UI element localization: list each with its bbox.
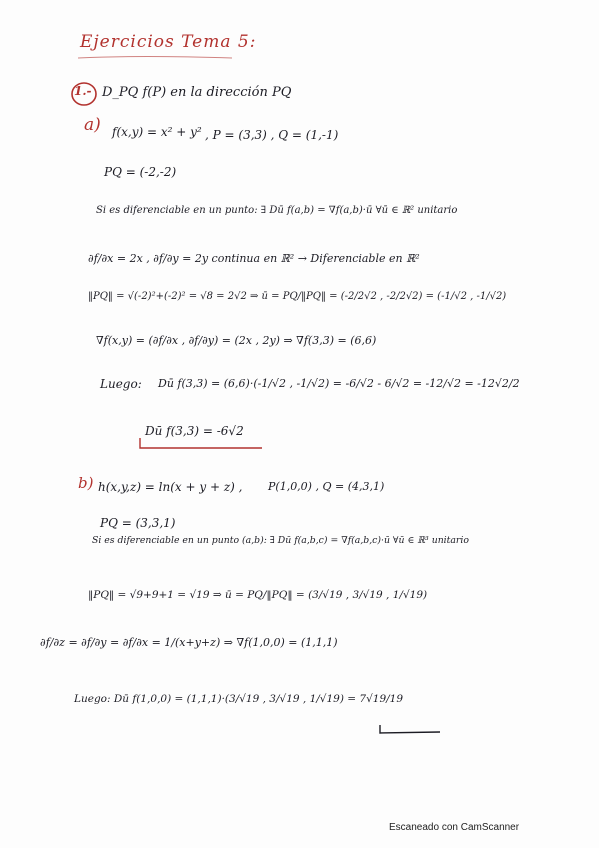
part-b-function: h(x,y,z) = ln(x + y + z) ,: [98, 480, 243, 494]
part-b-points: P(1,0,0) , Q = (4,3,1): [268, 480, 385, 493]
part-a-result-line: Dū f(3,3) = (6,6)·(-1/√2 , -1/√2) = -6/√2 - 6/√2 = -12/√2 = -12√2/2: [158, 377, 520, 390]
part-b-label: b): [78, 474, 94, 492]
part-b-partials: ∂f/∂z = ∂f/∂y = ∂f/∂x = 1/(x+y+z) ⇒ ∇f(1,0,0) = (1,1,1): [40, 636, 338, 649]
part-a-luego: Luego:: [100, 377, 142, 391]
part-a-gradient: ∇f(x,y) = (∂f/∂x , ∂f/∂y) = (2x , 2y) ⇒ ∇f(3,3) = (6,6): [96, 334, 377, 347]
part-a-function: f(x,y) = x² + y²: [112, 125, 202, 139]
part-a-vector: PQ = (-2,-2): [104, 165, 177, 179]
part-a-label: a): [84, 115, 101, 135]
part-b-vector: PQ = (3,3,1): [100, 516, 176, 530]
problem-header: D_PQ f(P) en la dirección PQ: [102, 85, 292, 100]
scanner-watermark: Escaneado con CamScanner: [389, 822, 520, 833]
part-a-condition: Si es diferenciable en un punto: ∃ Dū f(a,b) = ∇f(a,b)·ū ∀ū ∈ ℝ² unitario: [96, 205, 458, 216]
page-title: Ejercicios Tema 5:: [80, 32, 257, 52]
part-a-answer: Dū f(3,3) = -6√2: [145, 424, 244, 438]
part-b-norm: ‖PQ‖ = √9+9+1 = √19 ⇒ ū = PQ/‖PQ‖ = (3/√19 , 3/√19 , 1/√19): [88, 589, 428, 601]
part-a-norm: ‖PQ‖ = √(-2)²+(-2)² = √8 = 2√2 ⇒ ū = PQ/‖PQ‖ = (-2/2√2 , -2/2√2) = (-1/√2 , -1/√2): [88, 291, 507, 302]
part-a-partials: ∂f/∂x = 2x , ∂f/∂y = 2y continua en ℝ² → Diferenciable en ℝ²: [88, 252, 420, 265]
part-b-result-line: Luego: Dū f(1,0,0) = (1,1,1)·(3/√19 , 3/√19 , 1/√19) = 7√19/19: [74, 693, 404, 705]
problem-number: 1.-: [74, 84, 92, 98]
part-a-points: , P = (3,3) , Q = (1,-1): [205, 128, 339, 142]
part-b-condition: Si es diferenciable en un punto (a,b): ∃ Dū f(a,b,c) = ∇f(a,b,c)·ū ∀ū ∈ ℝ³ unitario: [92, 535, 469, 546]
